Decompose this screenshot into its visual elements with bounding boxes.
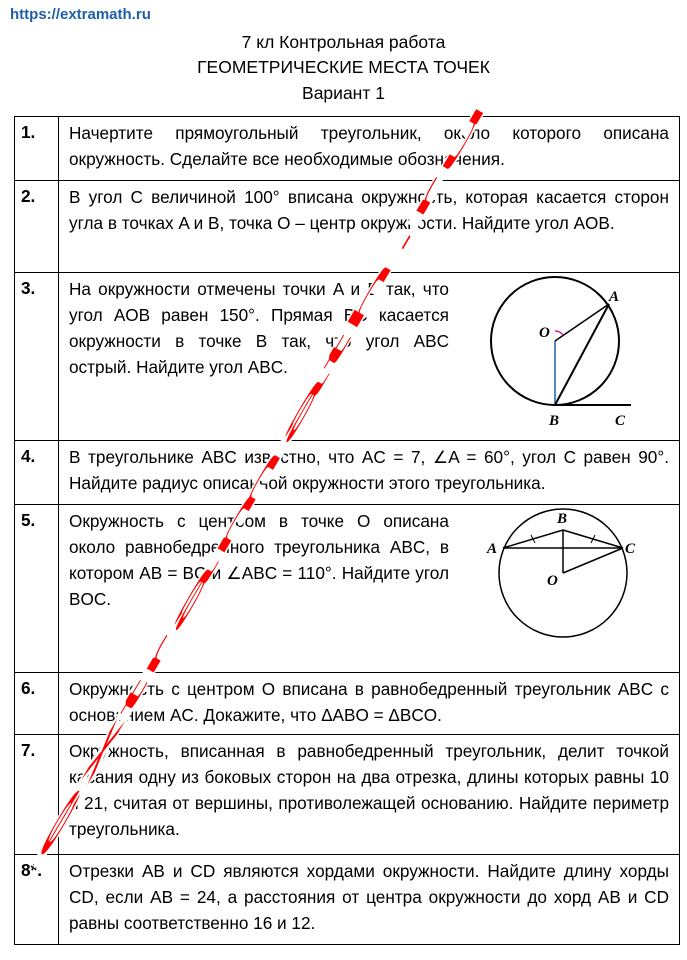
chord-ab xyxy=(555,304,609,405)
task-text: Окружность, вписанная в равнобедренный треугольник, делит точкой касания одну из боковых сторон на два отрезка, длины которых равны 10 и 21, считая от вершины, противолежащей основанию. Найдите периметр треугольника. xyxy=(69,741,669,839)
task-number: 8*. xyxy=(15,855,59,945)
task-row-4 xyxy=(15,441,680,505)
label-b: B xyxy=(549,413,560,429)
angle-mark xyxy=(555,331,563,335)
task-row-2 xyxy=(15,181,680,273)
task-text: В треугольнике ABC известно, что AC = 7, ∠A = 60°, угол C равен 90°. Найдите радиус описанной окружности этого треугольника. xyxy=(69,447,669,493)
task-row-1 xyxy=(15,117,680,181)
task-cell xyxy=(59,673,680,735)
label-c: C xyxy=(615,413,626,429)
tasks-table xyxy=(14,116,680,945)
task-cell xyxy=(59,505,680,673)
task-text: На окружности отмечены точки A и B так, что угол AOB равен 150°. Прямая BC касается окружности в точке B так, что угол ABC острый. Найдите угол ABC. xyxy=(69,279,449,377)
task-number: 7. xyxy=(15,735,59,855)
task-text: Окружность с центром в точке O описана около равнобедренного треугольника ABC, в котором AB = BC и ∠ABC = 110°. Найдите угол BOC. xyxy=(69,511,449,609)
figure-tangent-svg xyxy=(459,273,659,433)
task-number: 4. xyxy=(15,441,59,505)
label-a: A xyxy=(487,541,498,557)
header-title: ГЕОМЕТРИЧЕСКИЕ МЕСТА ТОЧЕК xyxy=(197,57,490,77)
radius-oa xyxy=(555,304,609,341)
task-text: Окружность с центром O вписана в равнобедренный треугольник ABC с основанием AC. Докажите, что ΔABO = ΔBCO. xyxy=(69,679,669,725)
task-number: 6. xyxy=(15,673,59,735)
header-line-1: 7 кл Контрольная работа xyxy=(241,32,446,52)
segment-oc xyxy=(563,548,623,573)
task-cell xyxy=(59,273,680,441)
label-c: C xyxy=(625,541,636,557)
task-number: 5. xyxy=(15,505,59,673)
figure-circumscribed-svg xyxy=(459,505,659,665)
task-cell xyxy=(59,735,680,855)
task-number: 1. xyxy=(15,117,59,181)
task-row-3 xyxy=(15,273,680,441)
task-row-6 xyxy=(15,673,680,735)
task-cell xyxy=(59,117,680,181)
task-cell xyxy=(59,441,680,505)
task-number: 3. xyxy=(15,273,59,441)
task-text: Отрезки AB и CD являются хордами окружности. Найдите длину хорды CD, если AB = 24, а расстояния от центра окружности до хорд AB и CD равны соответственно 16 и 12. xyxy=(69,861,669,933)
watermark-text: extramath.ru xyxy=(30,782,89,865)
label-b: B xyxy=(557,511,568,527)
site-link[interactable]: https://extramath.ru xyxy=(10,6,151,23)
task-row-5 xyxy=(15,505,680,673)
label-o: O xyxy=(539,325,550,341)
task-text: Начертите прямоугольный треугольник, около которого описана окружность. Сделайте все необходимые обозначения. xyxy=(69,123,669,169)
task-cell xyxy=(59,855,680,945)
task-number: 2. xyxy=(15,181,59,273)
task-row-7 xyxy=(15,735,680,855)
figure-tangent xyxy=(459,273,679,440)
label-a: A xyxy=(609,289,620,305)
figure-circumscribed xyxy=(459,505,679,672)
task-cell xyxy=(59,181,680,273)
task-text: В угол C величиной 100° вписана окружность, которая касается сторон угла в точках A и B, точка O – центр окружности. Найдите угол AOB. xyxy=(69,187,669,233)
label-o: O xyxy=(547,573,558,589)
task-row-8 xyxy=(15,855,680,945)
header-variant: Вариант 1 xyxy=(302,83,385,103)
